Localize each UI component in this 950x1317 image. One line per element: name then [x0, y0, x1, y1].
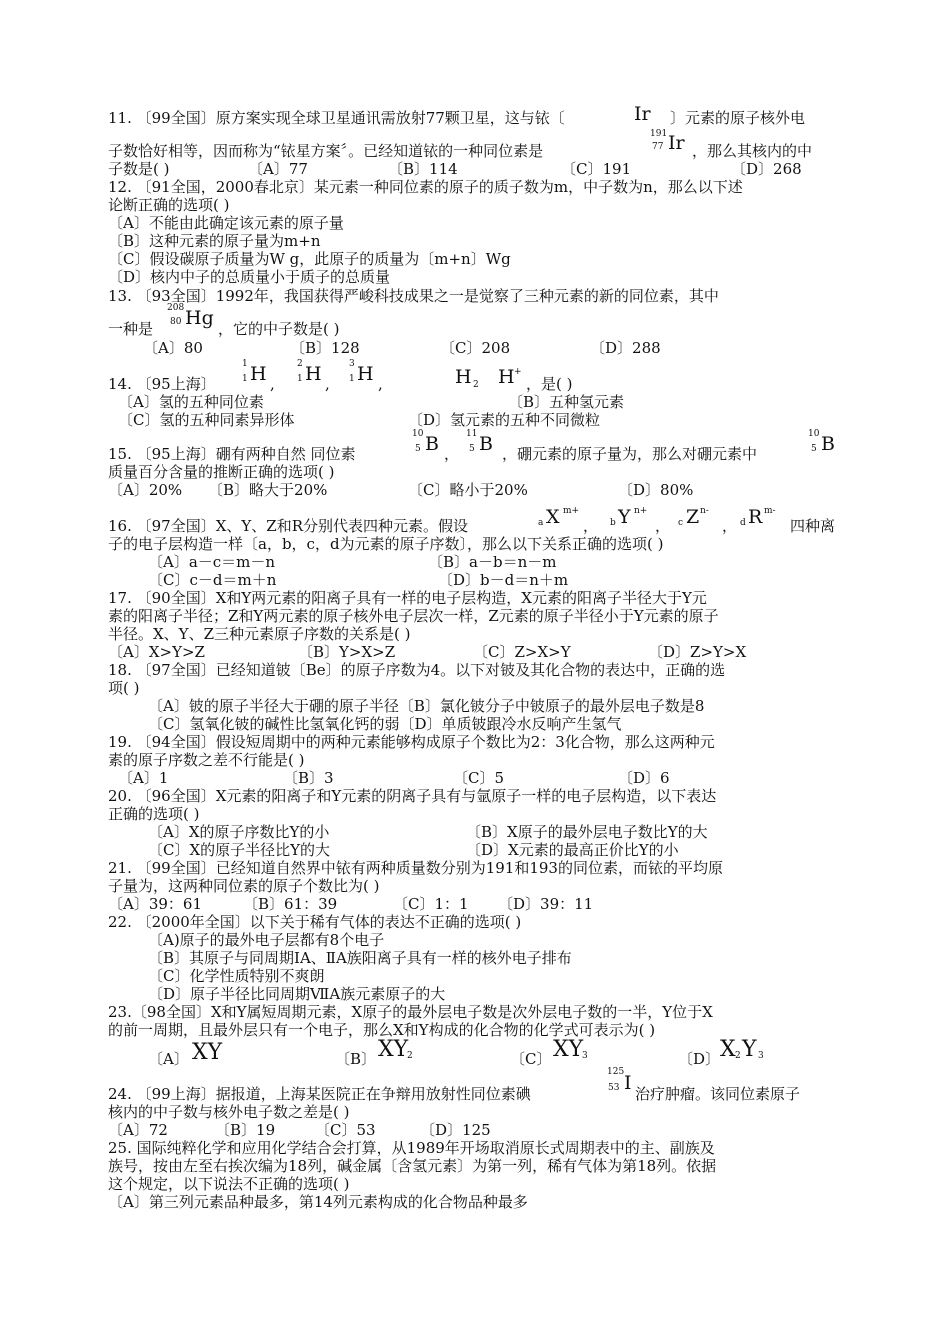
q13-option-a: 〔A〕80 [143, 339, 203, 357]
q14-option-d: 〔D〕氢元素的五种不同微粒 [408, 411, 601, 429]
q25-line-2: 族号，按由左至右挨次编为18列，碱金属〔含氢元素〕为第一列，稀有气体为第18列。依据 [108, 1157, 717, 1175]
q18-line-1: 18. 〔97全国〕已经知道铍〔Be〕的原子序数为4。以下对铍及其化合物的表达中，正确的选 [108, 661, 726, 679]
q24-option-b: 〔B〕19 [215, 1121, 276, 1139]
q16-options-row-1 [148, 553, 557, 571]
q25-line-3: 这个规定，以下说法不正确的选项( ) [108, 1175, 350, 1193]
q17-option-d: 〔D〕Z>Y>X [648, 643, 747, 661]
q13-line-2a: 一种是 [108, 320, 154, 338]
iridium-symbol: Ir [634, 103, 651, 125]
tritium-isotope: 3 1 H [349, 359, 374, 385]
q17-option-a: 〔A〕X>Y>Z [108, 643, 205, 661]
q23-label-d: 〔D〕 [678, 1050, 721, 1068]
q16-option-d: 〔D〕b－d＝n＋m [438, 571, 569, 589]
q18-line-2: 项( ) [108, 679, 140, 697]
q13-line-1: 13. 〔93全国〕1992年，我国获得严峻科技成果之一是觉察了三种元素的新的同位素，其中 [108, 287, 719, 305]
boron-10-isotope: 10 5 B [412, 429, 439, 455]
q15-option-b: 〔B〕略大于20% [208, 481, 328, 499]
q21-option-a: 〔A〕39：61 [108, 895, 203, 913]
q17-option-c: 〔C〕Z>X>Y [473, 643, 571, 661]
q22-line-1: 22. 〔2000年全国〕以下关于稀有气体的表达不正确的选项( ) [108, 913, 522, 931]
q15-line-1a: 15. 〔95上海〕硼有两种自然 同位素 [108, 445, 356, 463]
ion-x: a X m+ [538, 506, 580, 528]
q14-option-a: 〔A〕氢的五种同位素 [118, 393, 264, 411]
q13-line-2b: ，它的中子数是( ) [218, 320, 340, 338]
q16-option-c: 〔C〕c－d＝m＋n [148, 571, 277, 589]
q16-option-a: 〔A〕a－c＝m－n [148, 553, 276, 571]
q22-option-d: 〔D〕原子半径比同周期ⅦA族元素原子的大 [148, 985, 446, 1003]
q23-line-1: 23.〔98全国〕X和Y属短周期元素，X原子的最外层电子数是次外层电子数的一半，Y位于X [108, 1003, 713, 1021]
hydrogen-molecule-formula: H 2 [455, 366, 479, 390]
q17-options [108, 643, 747, 661]
q14-options-row-1 [118, 393, 625, 411]
q24-option-a: 〔A〕72 [108, 1121, 168, 1139]
q13-option-c: 〔C〕208 [440, 339, 511, 357]
q12-option-c: 〔C〕假设碳原子质量为W g，此原子的质量为〔m+n〕Wg [108, 250, 511, 268]
q15-comma: ， [444, 445, 460, 463]
q25-option-a: 〔A〕第三列元素品种最多，第14列元素构成的化合物品种最多 [108, 1193, 528, 1211]
q23-formula-b: XY 2 [378, 1037, 413, 1062]
q20-option-c: 〔C〕X的原子半径比Y的大 [148, 841, 331, 859]
q18-options-row-1: 〔A〕铍的原子半径大于硼的原子半径〔B〕氯化铍分子中铍原子的最外层电子数是8 [148, 697, 705, 715]
q23-label-b: 〔B〕 [335, 1050, 377, 1068]
q20-option-a: 〔A〕X的原子序数比Y的小 [148, 823, 330, 841]
q13-option-d: 〔D〕288 [590, 339, 661, 357]
q20-line-1: 20. 〔96全国〕X元素的阳离子和Y元素的阴离子具有与氩原子一样的电子层构造，以下表达 [108, 787, 717, 805]
q24-option-d: 〔D〕125 [420, 1121, 491, 1139]
q12-option-b: 〔B〕这种元素的原子量为m+n [108, 232, 321, 250]
q19-line-2: 素的原子序数之差不行能是( ) [108, 751, 305, 769]
q16-line-1b: 四种离 [790, 517, 836, 535]
q19-options [118, 769, 670, 787]
q16-line-2: 子的电子层构造一样〔a，b，c，d为元素的原子序数〕，那么以下关系正确的选项( ) [108, 535, 664, 553]
q12-line-1: 12. 〔91全国，2000春北京〕某元素一种同位素的原子的质子数为m，中子数为n，那么以下述 [108, 178, 743, 196]
q14-options-row-2 [118, 411, 601, 429]
q19-option-a: 〔A〕1 [118, 769, 169, 787]
q24-options [108, 1121, 491, 1139]
q14-line-1: 14. 〔95上海〕 [108, 375, 216, 393]
q16-line-1a: 16. 〔97全国〕X、Y、Z和R分别代表四种元素。假设 [108, 517, 469, 535]
q20-option-d: 〔D〕X元素的最高正价比Y的小 [466, 841, 679, 859]
q23-formula-a: XY [192, 1040, 223, 1065]
ion-z: c Z n- [678, 506, 709, 528]
q16-option-b: 〔B〕a－b＝n－m [428, 553, 557, 571]
q11-option-a: 〔A〕77 [248, 160, 308, 178]
q11-line-1b: 〕元素的原子核外电 [670, 109, 806, 127]
q15-option-c: 〔C〕略小于20% [408, 481, 528, 499]
q11-option-b: 〔B〕114 [388, 160, 458, 178]
q22-option-c: 〔C〕化学性质特别不爽朗 [148, 967, 325, 985]
q21-line-2: 子量为，这两种同位素的原子个数比为( ) [108, 877, 380, 895]
q24-line-1b: 治疗肿瘤。该同位素原子 [635, 1085, 801, 1103]
q24-line-2: 核内的中子数与核外电子数之差是( ) [108, 1103, 350, 1121]
q16-comma-3: ， [722, 517, 738, 535]
q14-comma-1: , [270, 375, 275, 393]
q24-option-c: 〔C〕53 [315, 1121, 376, 1139]
q19-option-d: 〔D〕6 [618, 769, 670, 787]
q17-option-b: 〔B〕Y>X>Z [298, 643, 396, 661]
mercury-208-isotope: 208 80 Hg [167, 303, 214, 329]
q20-line-2: 正确的选项( ) [108, 805, 200, 823]
q12-option-d: 〔D〕核内中子的总质量小于质子的总质量 [108, 268, 391, 286]
q23-formula-c: XY 3 [553, 1037, 588, 1062]
iridium-191-isotope: 191 77 Ir [650, 129, 685, 154]
q13-option-b: 〔B〕128 [290, 339, 360, 357]
q20-options-row-2 [148, 841, 679, 859]
hydrogen-ion-formula: H + [498, 366, 522, 388]
q16-options-row-2 [148, 571, 569, 589]
q19-option-b: 〔B〕3 [283, 769, 334, 787]
boron-10-isotope-2: 10 5 B [808, 429, 835, 455]
q11-line-2: 子数恰好相等，因而称为“铱星方案〞。已经知道铱的一种同位素是 [108, 142, 544, 160]
q14-option-b: 〔B〕五种氢元素 [508, 393, 625, 411]
q18-options-row-2: 〔C〕氢氧化铍的碱性比氢氧化钙的弱〔D〕单质铍跟冷水反响产生氢气 [148, 715, 622, 733]
q21-line-1: 21. 〔99全国〕已经知道自然界中铱有两种质量数分别为191和193的同位素，而铱的平均原 [108, 859, 723, 877]
q14-tail: ，是( ) [526, 375, 573, 393]
protium-isotope: 1 1 H [242, 359, 267, 385]
q20-options-row-1 [148, 823, 708, 841]
q11-option-d: 〔D〕268 [731, 160, 802, 178]
q21-options [108, 895, 594, 913]
ion-y: b Y n+ [610, 506, 648, 528]
q23-label-a: 〔A〕 [148, 1050, 189, 1068]
q15-options [108, 481, 694, 499]
q14-comma-2: , [325, 375, 330, 393]
q11-line-1: 11. 〔99全国〕原方案实现全球卫星通讯需放射77颗卫星，这与铱〔 [108, 109, 565, 127]
q14-comma-3: , [378, 375, 383, 393]
q19-option-c: 〔C〕5 [453, 769, 505, 787]
q24-line-1a: 24. 〔99上海〕据报道，上海某医院正在争辩用放射性同位素碘 [108, 1085, 531, 1103]
iodine-125-isotope: 125 53 I [607, 1067, 632, 1094]
deuterium-isotope: 2 1 H [297, 359, 322, 385]
q19-line-1: 19. 〔94全国〕假设短周期中的两种元素能够构成原子个数比为2：3化合物，那么这两种元 [108, 733, 715, 751]
q22-option-b: 〔B〕其原子与同周期ⅠA、ⅡA族阳离子具有一样的核外电子排布 [148, 949, 572, 967]
q16-comma-1: ， [583, 517, 599, 535]
q21-option-d: 〔D〕39：11 [498, 895, 594, 913]
q11-option-c: 〔C〕191 [561, 160, 632, 178]
q17-line-1: 17. 〔90全国〕X和Y两元素的阳离子具有一样的电子层构造，X元素的阳离子半径大于Y元 [108, 589, 707, 607]
q23-formula-d: X 2 Y 3 [720, 1037, 764, 1062]
q16-comma-2: ， [655, 517, 671, 535]
boron-11-isotope: 11 5 B [466, 429, 493, 455]
q15-line-2: 质量百分含量的推断正确的选项( ) [108, 463, 335, 481]
q15-option-d: 〔D〕80% [618, 481, 694, 499]
q22-option-a: 〔A)原子的最外电子层都有8个电子 [148, 931, 385, 949]
ion-r: d R m- [740, 506, 776, 528]
q25-line-1: 25. 国际纯粹化学和应用化学结合会打算，从1989年开场取消原长式周期表中的主、副族及 [108, 1139, 715, 1157]
q21-option-b: 〔B〕61：39 [243, 895, 338, 913]
q15-option-a: 〔A〕20% [108, 481, 183, 499]
q23-label-c: 〔C〕 [510, 1050, 552, 1068]
q12-line-2: 论断正确的选项( ) [108, 196, 230, 214]
q12-option-a: 〔A〕不能由此确定该元素的原子量 [108, 214, 344, 232]
q17-line-3: 半径。X、Y、Z三种元素原子序数的关系是( ) [108, 625, 411, 643]
q14-option-c: 〔C〕氢的五种同素异形体 [118, 411, 295, 429]
q21-option-c: 〔C〕1：1 [393, 895, 469, 913]
q11-line-3: 子数是( ) 〔A〕77 〔B〕114 〔C〕191 〔D〕268 [108, 160, 802, 178]
q11-line-2b: ，那么其核内的中 [692, 142, 813, 160]
q23-line-2: 的前一周期，且最外层只有一个电子，那么X和Y构成的化合物的化学式可表示为( ) [108, 1021, 656, 1039]
q20-option-b: 〔B〕X原子的最外层电子数比Y的大 [466, 823, 708, 841]
q15-line-1b: ，硼元素的原子量为，那么对硼元素中 [502, 445, 758, 463]
q17-line-2: 素的阳离子半径；Z和Y两元素的原子核外电子层次一样，Z元素的原子半径小于Y元素的原子 [108, 607, 719, 625]
